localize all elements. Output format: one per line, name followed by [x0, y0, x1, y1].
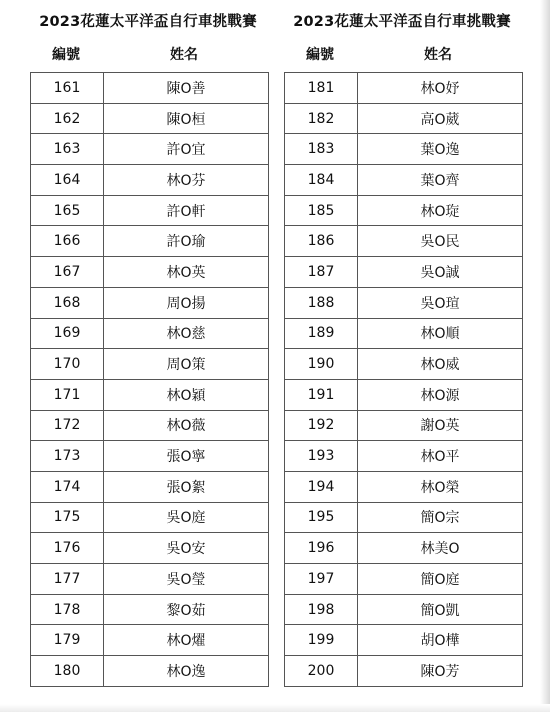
row-number: 179 — [31, 625, 104, 656]
row-name: 張O絮 — [104, 471, 269, 502]
right-roster-block — [284, 8, 520, 687]
row-number: 196 — [285, 533, 358, 564]
table-row — [285, 318, 523, 349]
row-number: 176 — [31, 533, 104, 564]
table-row — [285, 103, 523, 134]
row-name: 謝O英 — [358, 410, 523, 441]
table-row — [285, 134, 523, 165]
table-row — [285, 195, 523, 226]
table-row — [285, 257, 523, 288]
row-number: 171 — [31, 379, 104, 410]
row-number: 192 — [285, 410, 358, 441]
table-row — [31, 349, 269, 380]
row-name: 葉O齊 — [358, 165, 523, 196]
row-name: 林O穎 — [104, 379, 269, 410]
row-name: 陳O桓 — [104, 103, 269, 134]
row-number: 184 — [285, 165, 358, 196]
row-number: 193 — [285, 441, 358, 472]
row-name: 吳O瑩 — [104, 564, 269, 595]
row-number: 182 — [285, 103, 358, 134]
row-name: 許O軒 — [104, 195, 269, 226]
table-row — [285, 441, 523, 472]
row-number: 172 — [31, 410, 104, 441]
row-number: 180 — [31, 656, 104, 687]
right-header-name: 姓名 — [424, 47, 452, 63]
table-row — [31, 441, 269, 472]
right-roster-body — [285, 73, 523, 687]
table-row — [285, 410, 523, 441]
row-name: 胡O樺 — [358, 625, 523, 656]
row-name: 林O妤 — [358, 73, 523, 104]
row-name: 吳O民 — [358, 226, 523, 257]
table-row — [31, 564, 269, 595]
row-number: 190 — [285, 349, 358, 380]
table-row — [285, 471, 523, 502]
row-number: 170 — [31, 349, 104, 380]
row-name: 林O琁 — [358, 195, 523, 226]
row-name: 許O瑜 — [104, 226, 269, 257]
row-number: 164 — [31, 165, 104, 196]
table-row — [31, 103, 269, 134]
row-number: 181 — [285, 73, 358, 104]
left-roster-table — [30, 72, 269, 687]
row-number: 166 — [31, 226, 104, 257]
row-name: 陳O芳 — [358, 656, 523, 687]
row-name: 周O策 — [104, 349, 269, 380]
right-header-number: 編號 — [306, 47, 334, 63]
table-row — [31, 625, 269, 656]
left-table-title: 2023花蓮太平洋盃自行車挑戰賽 — [39, 14, 257, 30]
table-row — [285, 625, 523, 656]
row-name: 許O宜 — [104, 134, 269, 165]
row-name: 張O寧 — [104, 441, 269, 472]
table-row — [31, 533, 269, 564]
row-number: 168 — [31, 287, 104, 318]
row-number: 174 — [31, 471, 104, 502]
row-number: 191 — [285, 379, 358, 410]
page-bottom-shadow — [0, 704, 550, 712]
page-edge-shadow — [540, 0, 550, 712]
row-number: 175 — [31, 502, 104, 533]
left-roster-block — [30, 8, 266, 687]
row-number: 183 — [285, 134, 358, 165]
row-number: 161 — [31, 73, 104, 104]
row-number: 177 — [31, 564, 104, 595]
table-row — [285, 656, 523, 687]
row-name: 吳O安 — [104, 533, 269, 564]
row-name: 林美O — [358, 533, 523, 564]
table-row — [31, 318, 269, 349]
row-number: 186 — [285, 226, 358, 257]
table-row — [285, 226, 523, 257]
row-number: 200 — [285, 656, 358, 687]
left-roster-body — [31, 73, 269, 687]
table-row — [285, 379, 523, 410]
row-name: 林O源 — [358, 379, 523, 410]
row-number: 188 — [285, 287, 358, 318]
table-row — [31, 410, 269, 441]
row-name: 林O英 — [104, 257, 269, 288]
row-number: 167 — [31, 257, 104, 288]
table-row — [31, 502, 269, 533]
right-roster-table — [284, 72, 523, 687]
row-number: 162 — [31, 103, 104, 134]
table-row — [31, 73, 269, 104]
row-number: 187 — [285, 257, 358, 288]
table-row — [285, 287, 523, 318]
row-number: 198 — [285, 594, 358, 625]
table-row — [31, 134, 269, 165]
table-row — [31, 379, 269, 410]
table-row — [31, 471, 269, 502]
row-number: 185 — [285, 195, 358, 226]
row-number: 163 — [31, 134, 104, 165]
table-row — [285, 349, 523, 380]
row-name: 林O芬 — [104, 165, 269, 196]
row-number: 199 — [285, 625, 358, 656]
table-row — [285, 564, 523, 595]
table-row — [285, 502, 523, 533]
row-name: 周O揚 — [104, 287, 269, 318]
table-row — [31, 226, 269, 257]
row-name: 吳O庭 — [104, 502, 269, 533]
table-row — [31, 165, 269, 196]
table-row — [285, 533, 523, 564]
left-header-number: 編號 — [52, 47, 80, 63]
row-number: 194 — [285, 471, 358, 502]
row-name: 林O燿 — [104, 625, 269, 656]
row-name: 陳O善 — [104, 73, 269, 104]
row-number: 169 — [31, 318, 104, 349]
row-name: 林O慈 — [104, 318, 269, 349]
row-name: 林O逸 — [104, 656, 269, 687]
table-row — [31, 287, 269, 318]
table-row — [31, 656, 269, 687]
row-name: 葉O逸 — [358, 134, 523, 165]
row-name: 林O榮 — [358, 471, 523, 502]
row-name: 林O平 — [358, 441, 523, 472]
row-number: 197 — [285, 564, 358, 595]
row-name: 簡O凱 — [358, 594, 523, 625]
row-number: 173 — [31, 441, 104, 472]
left-column-headers — [30, 36, 266, 72]
left-header-name: 姓名 — [170, 47, 198, 63]
table-row — [31, 195, 269, 226]
row-number: 178 — [31, 594, 104, 625]
row-number: 189 — [285, 318, 358, 349]
row-name: 簡O庭 — [358, 564, 523, 595]
row-name: 吳O誠 — [358, 257, 523, 288]
row-name: 林O順 — [358, 318, 523, 349]
row-name: 林O薇 — [104, 410, 269, 441]
row-name: 簡O宗 — [358, 502, 523, 533]
table-row — [31, 257, 269, 288]
row-number: 195 — [285, 502, 358, 533]
table-row — [285, 73, 523, 104]
right-column-headers — [284, 36, 520, 72]
row-name: 高O葳 — [358, 103, 523, 134]
row-name: 吳O瑄 — [358, 287, 523, 318]
table-row — [31, 594, 269, 625]
row-name: 黎O茹 — [104, 594, 269, 625]
right-table-title: 2023花蓮太平洋盃自行車挑戰賽 — [293, 14, 511, 30]
row-number: 165 — [31, 195, 104, 226]
table-row — [285, 594, 523, 625]
table-row — [285, 165, 523, 196]
row-name: 林O威 — [358, 349, 523, 380]
